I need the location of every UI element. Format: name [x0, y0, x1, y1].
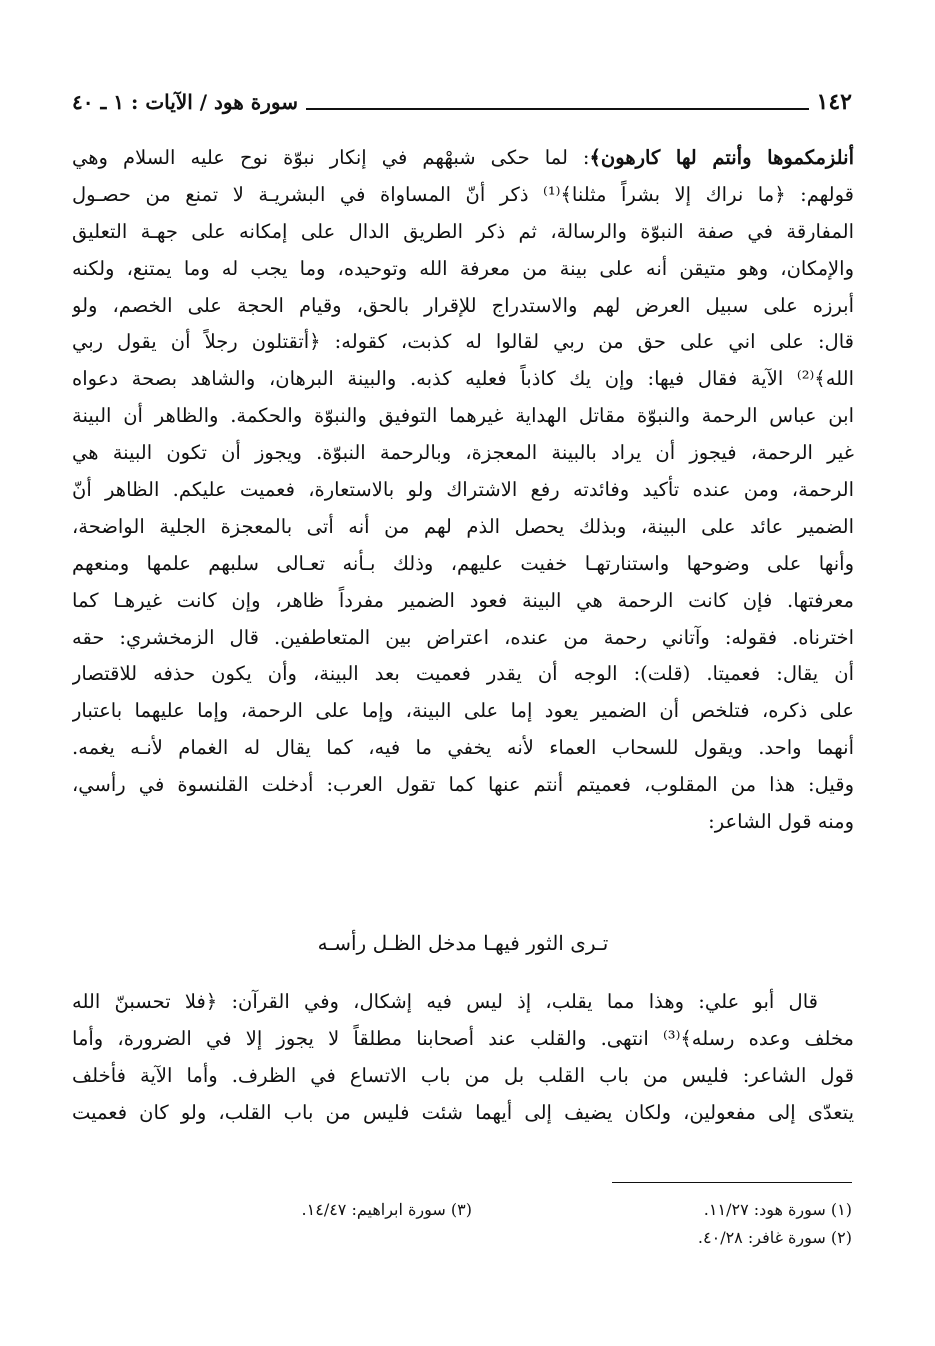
- line-text: أن يقال: فعميتا. (قلت): الوجه أن يقدر فعميت بعد البينة، وأن يكون حذفه للاقتصار: [72, 662, 854, 686]
- text-line: [72, 398, 854, 435]
- line-text: يتعدّى إلى مفعولين، ولكان يضيف إلى أيهما شئت فليس من باب القلب، ولو كان فعميت: [72, 1100, 854, 1124]
- line-text: وأنها على وضوحها واستنارتهـا خفيت عليهم، وذلك بـأنه تعـالى سلبهم علمها ومنعهم: [72, 551, 854, 575]
- text-line: [72, 656, 854, 693]
- text-line: [72, 509, 854, 546]
- running-header: [72, 82, 852, 116]
- line-text: أبرزه على سبيل العرض لهم والاستدراج للإقرار بالحق، وقيام الحجة على الخصم، ولو: [72, 293, 854, 317]
- text-line: [72, 177, 854, 214]
- footnote-2: (٢) سورة غافر: ٤٠/٢٨.: [697, 1228, 852, 1247]
- line-text: والإمكان، وهو متيقن أنه على بينة من معرفة الله وتوحيده، وما يجب له وما يمتنع، ولكنه: [72, 256, 854, 280]
- line-text: : لما حكى شبهْهم في إنكار نبوّة نوح عليه السلام وهي: [72, 146, 590, 169]
- line-text: قول الشاعر: فليس من باب القلب بل من باب الاتساع في الظرف. وأما الآية فأخلف: [72, 1063, 854, 1087]
- line-text: وقيل: هذا من المقلوب، فعميتم أنتم عنها كما تقول العرب: أدخلت القلنسوة في رأسي،: [72, 773, 854, 797]
- footnote-row: [72, 1224, 852, 1252]
- line-text: قال: على اني على حق من ربي لقالوا له كذبت، كقوله: ﴿أتقتلون رجلاً أن يقول ربي: [72, 330, 854, 354]
- header-title: سورة هود / الآيات : ١ ـ ٤٠: [72, 90, 298, 114]
- text-line: [72, 546, 854, 583]
- text-line: [72, 140, 854, 177]
- text-line: [72, 472, 854, 509]
- line-text: الضمير عائد على البينة، وبذلك يحصل الذم لهم من أنه أتى بالمعجزة الجلية الواضحة،: [72, 514, 854, 538]
- text-line: [72, 767, 854, 804]
- poetry-verse: تـرى الثور فيهـا مدخل الظـل رأسـه: [317, 931, 609, 955]
- line-text: ومنه قول الشاعر:: [708, 810, 854, 834]
- header-rule: [306, 108, 809, 110]
- text-line: [72, 435, 854, 472]
- line-text: اخترناه. فقوله: وآتاني رحمة من عنده، اعتراض بين المتعاطفين. قال الزمخشري: حقه: [72, 625, 854, 649]
- line-text: مخلف وعده رسله﴾⁽³⁾ انتهى. والقلب عند أصحابنا مطلقاً لا يجوز إلا في الضرورة، وأما: [72, 1026, 854, 1050]
- line-text: معرفتها. فإن كانت الرحمة هي البينة فعود الضمير مفرداً ظاهر، وإن كانت غيرهـا كما: [72, 588, 854, 612]
- text-line: [72, 288, 854, 325]
- text-line: [72, 1058, 854, 1095]
- line-text: غير الرحمة، فيجوز أن يراد بالبينة المعجزة، وبالرحمة النبوّة. ويجوز أن تكون البينة هي: [72, 441, 854, 465]
- text-line: [72, 214, 854, 251]
- text-line: [72, 324, 854, 361]
- page-number: ١٤٢: [816, 89, 852, 115]
- footnote-3: (٣) سورة ابراهيم: ١٤/٤٧.: [301, 1200, 472, 1219]
- footnote-rule: [612, 1182, 852, 1183]
- footnotes: [72, 1196, 852, 1252]
- text-line: [72, 361, 854, 398]
- quoted-verse-bold: أنلزمكموها وأنتم لها كارهون﴾: [589, 146, 854, 169]
- text-line: [72, 730, 854, 767]
- line-text: قولهم: ﴿ما نراك إلا بشراً مثلنا﴾⁽¹⁾ ذكر أنّ المساواة في البشريـة لا تمنع من حصـول: [72, 182, 854, 206]
- text-line: [72, 251, 854, 288]
- footnote-row: [72, 1196, 852, 1224]
- line-text: الرحمة، ومن عنده تأكيد وفائدته رفع الاشتراك ولو بالاستعارة، فعميت عليكم. الظاهر أنّ: [72, 478, 854, 502]
- text-line: [72, 984, 854, 1021]
- line-text: الله﴾⁽²⁾ الآية فقال فيها: وإن يك كاذباً فعليه كذبه. والبينة البرهان، والشاهد بصحة دعواه: [72, 367, 854, 391]
- main-text-continued: [72, 984, 854, 1132]
- text-line: [72, 620, 854, 657]
- text-line: [72, 1095, 854, 1132]
- text-line: [72, 693, 854, 730]
- main-text: [72, 140, 854, 841]
- line-text: أنهما واحد. ويقول للسحاب العماء لأنه يخفي ما فيه، كما يقال له الغمام لأنـه يغمه.: [72, 736, 854, 760]
- footnote-1: (١) سورة هود: ١١/٢٧.: [703, 1200, 852, 1219]
- line-text: على ذكره، فتلخص أن الضمير يعود إما على البينة، وإما على الرحمة، وإما عليهما باعتبار: [72, 699, 854, 723]
- text-line: [72, 583, 854, 620]
- text-line: [72, 1021, 854, 1058]
- line-text: قال أبو علي: وهذا مما يقلب، إذ ليس فيه إشكال، وفي القرآن: ﴿فلا تحسبنّ الله: [72, 990, 818, 1013]
- line-text: المفارقة في صفة النبوّة والرسالة، ثم ذكر الطريق الدال على إمكانه على جهـة التعليق: [72, 219, 854, 243]
- line-text: ابن عباس الرحمة والنبوّة مقاتل الهداية غيرهما التوفيق والنبوّة والحكمة. والظاهر أن البينة: [72, 404, 854, 428]
- text-line: [72, 804, 854, 841]
